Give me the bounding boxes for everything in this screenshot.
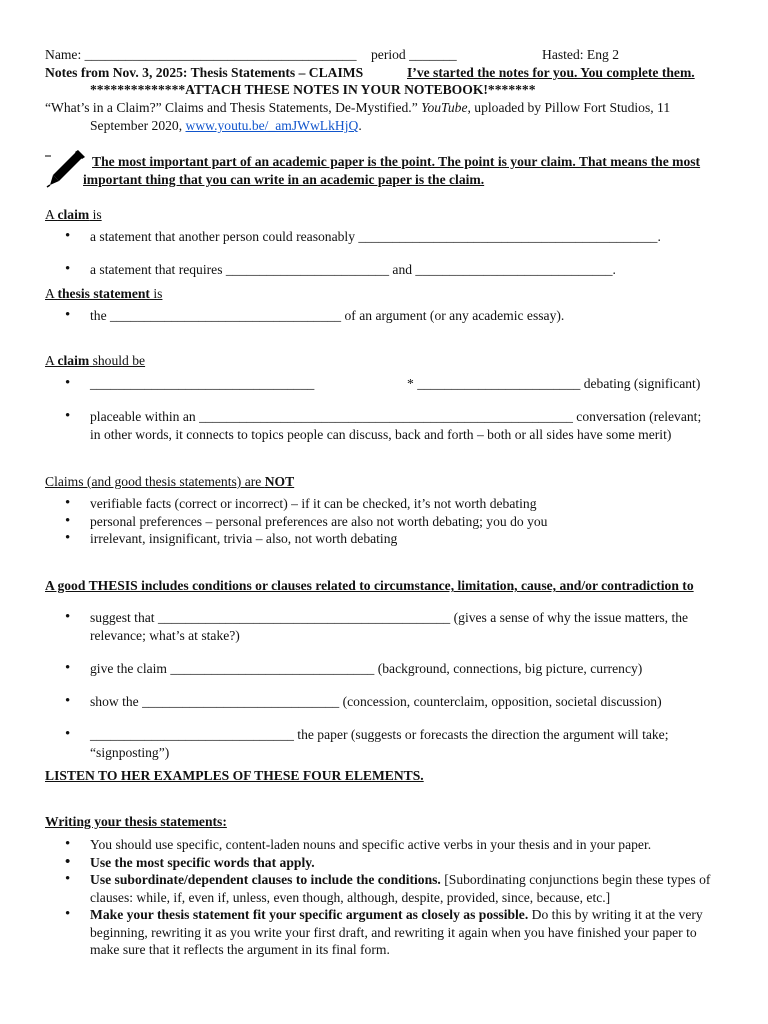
item-line2: clauses: while, if, even if, unless, even though, although, despite, provided, since, because, etc.] [90, 889, 611, 905]
list-item [45, 375, 728, 393]
list-item: • verifiable facts (correct or incorrect) – if it can be checked, it’s not worth debating [45, 495, 728, 513]
heading-rest: is [89, 207, 102, 222]
heading-a: A [45, 353, 58, 368]
significant-text: * ________________________ debating (significant) [407, 376, 701, 391]
list-item [45, 871, 728, 906]
item-line1: • suggest that ___________________________________________ (gives a sense of why the issue matters, the [90, 610, 689, 625]
good-thesis-list-4 [45, 726, 728, 761]
list-item: • give the claim ______________________________ (background, connections, big picture, currency) [45, 660, 728, 678]
list-item: • a statement that requires ________________________ and _____________________________. [45, 261, 728, 279]
thesis-is-heading [45, 285, 162, 303]
list-item: • irrelevant, insignificant, trivia – also, not worth debating [45, 530, 728, 548]
item-rest: Do this by writing it at the very [528, 907, 703, 922]
citation-line2 [90, 117, 362, 135]
list-item [45, 726, 728, 761]
citation-date: September 2020, [90, 118, 186, 133]
list-item [45, 609, 728, 644]
thesis-is-list [45, 307, 728, 325]
item-line1: • placeable within an _______________________________________________________ conversation (relevant; [90, 409, 702, 424]
claim-is-list [45, 228, 728, 246]
heading-a: A [45, 207, 58, 222]
list-item: • show the _____________________________ (concession, counterclaim, opposition, societal discussion) [45, 693, 728, 711]
heading-rest: is [149, 286, 163, 301]
item-bold: Make your thesis statement fit your specific argument as closely as possible. [90, 907, 529, 922]
notes-title: Notes from Nov. 3, 2025: Thesis Statements – CLAIMS [45, 65, 364, 80]
item-line2: beginning, rewriting it as you write your first draft, and rewriting it again when you have finished your paper to [90, 924, 697, 940]
citation-text-after: , uploaded by Pillow Fort Studios, 11 [467, 100, 671, 115]
heading-rest: should be [89, 353, 146, 368]
not-claims-heading [45, 473, 294, 491]
item-line2: relevance; what’s at stake?) [90, 627, 240, 643]
claim-should-list [45, 375, 728, 393]
citation-text: “What’s in a Claim?” Claims and Thesis Statements, De-Mystified.” [45, 100, 422, 115]
attach-note: **************ATTACH THESE NOTES IN YOUR NOTEBOOK!******* [90, 82, 536, 97]
item-line1: • ______________________________ the paper (suggests or forecasts the direction the argument will take; [90, 727, 669, 742]
citation-source: YouTube [421, 100, 468, 115]
item-bold: Use subordinate/dependent clauses to include the conditions. [90, 872, 441, 887]
item-line2: in other words, it connects to topics people can discuss, back and forth – both or all sides have some merit) [90, 426, 672, 442]
not-claims-list [45, 495, 728, 548]
claim-should-heading [45, 352, 145, 370]
name-field-label: Name: ________________________________________ [45, 47, 357, 62]
heading-text: Claims (and good thesis statements) are [45, 474, 265, 489]
item-line2: “signposting”) [90, 744, 170, 760]
writing-list [45, 836, 728, 959]
writing-heading: Writing your thesis statements: [45, 814, 227, 829]
started-note: I’ve started the notes for you. You complete them. [407, 65, 695, 80]
period-field-label: period _______ [371, 47, 457, 62]
heading-term: thesis statement [57, 286, 150, 301]
heading-a: A [45, 286, 58, 301]
blank-line: _________________________________ [90, 376, 315, 391]
list-item [45, 408, 728, 443]
claim-should-list-2 [45, 408, 728, 443]
list-item [45, 906, 728, 959]
list-item: • a statement that another person could reasonably ____________________________________________. [45, 228, 728, 246]
important-line1: The most important part of an academic paper is the point. The point is your claim. That means the most [92, 154, 701, 169]
citation-period: . [358, 118, 362, 133]
good-thesis-list-3 [45, 693, 728, 711]
heading-not: NOT [264, 474, 295, 489]
heading-term: claim [57, 207, 90, 222]
good-thesis-list [45, 609, 728, 644]
important-line2: important thing that you can write in an academic paper is the claim. [83, 172, 485, 187]
claim-is-heading [45, 206, 102, 224]
heading-term: claim [57, 353, 90, 368]
citation-line1 [45, 99, 670, 117]
listen-note: LISTEN TO HER EXAMPLES OF THESE FOUR ELEMENTS. [45, 768, 424, 783]
good-thesis-list-2 [45, 660, 728, 678]
pen-icon [45, 150, 85, 188]
claim-is-list-2 [45, 261, 728, 279]
list-item: • Use the most specific words that apply. [45, 854, 728, 872]
list-item: • personal preferences – personal preferences are also not worth debating; you do you [45, 513, 728, 531]
youtube-link[interactable]: www.youtu.be/_amJWwLkHjQ [185, 118, 359, 133]
good-thesis-heading: A good THESIS includes conditions or clauses related to circumstance, limitation, cause, and/or contradiction to [45, 578, 694, 593]
item-rest: [Subordinating conjunctions begin these types of [440, 872, 711, 887]
list-item: • You should use specific, content-laden nouns and specific active verbs in your thesis and in your paper. [45, 836, 728, 854]
list-item: • the __________________________________ of an argument (or any academic essay). [45, 307, 728, 325]
class-label: Hasted: Eng 2 [542, 47, 620, 62]
item-line3: make sure that it reflects the argument in its final form. [90, 942, 390, 957]
